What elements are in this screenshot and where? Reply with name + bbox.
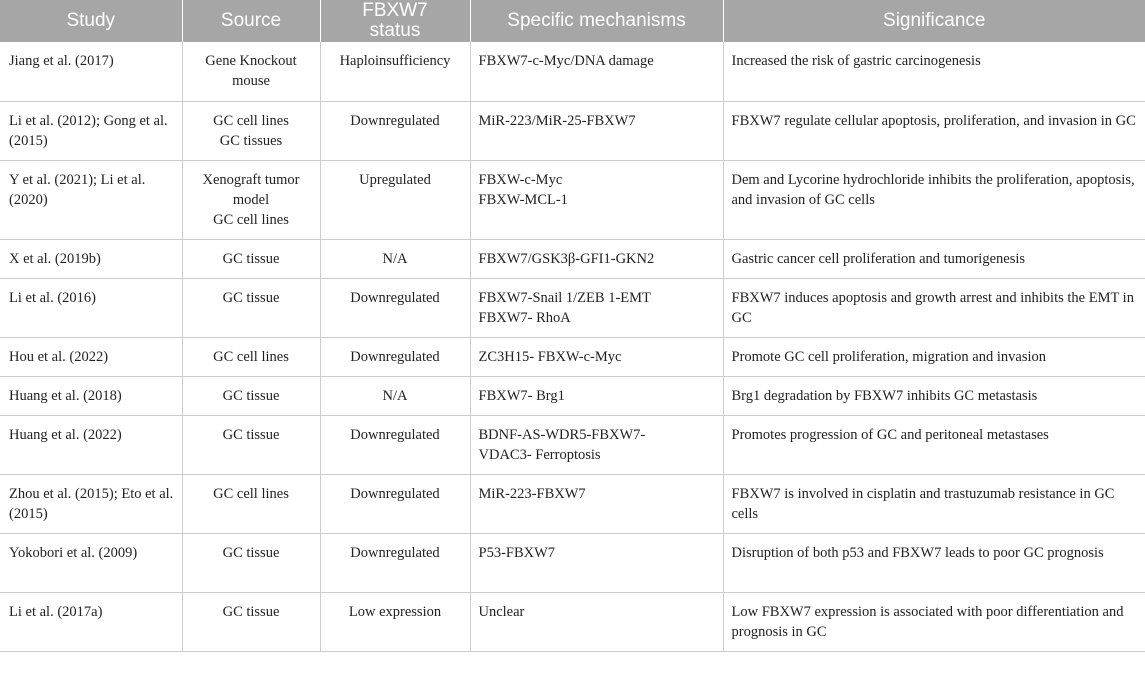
table-row	[0, 101, 1145, 160]
header-study: Study	[0, 0, 182, 42]
cell-status: Upregulated	[320, 160, 470, 239]
source-line: Xenograft tumor	[202, 171, 300, 188]
table-row	[0, 415, 1145, 474]
source-line: GC cell lines	[213, 348, 289, 365]
cell-source	[182, 278, 320, 337]
source-line: GC tissue	[222, 426, 280, 443]
cell-mechanisms	[470, 337, 723, 376]
cell-study: Huang et al. (2022)	[0, 415, 182, 474]
cell-significance: Brg1 degradation by FBXW7 inhibits GC metastasis	[723, 376, 1145, 415]
source-line: GC tissue	[222, 603, 280, 620]
header-source: Source	[182, 0, 320, 42]
table-row	[0, 592, 1145, 651]
cell-study: Y et al. (2021); Li et al. (2020)	[0, 160, 182, 239]
table-row	[0, 42, 1145, 101]
header-significance: Significance	[723, 0, 1145, 42]
cell-study: Li et al. (2016)	[0, 278, 182, 337]
mechanism-line: MiR-223-FBXW7	[478, 485, 586, 502]
mechanism-line: FBXW-MCL-1	[478, 191, 568, 208]
source-line: GC tissues	[219, 132, 283, 149]
cell-source	[182, 42, 320, 101]
table-row	[0, 337, 1145, 376]
cell-mechanisms	[470, 376, 723, 415]
cell-status: Downregulated	[320, 474, 470, 533]
cell-study: Hou et al. (2022)	[0, 337, 182, 376]
cell-source	[182, 101, 320, 160]
cell-study: Huang et al. (2018)	[0, 376, 182, 415]
cell-study: Li et al. (2017a)	[0, 592, 182, 651]
mechanism-line: Unclear	[478, 603, 525, 620]
mechanism-line: ZC3H15- FBXW-c-Myc	[478, 348, 622, 365]
header-fbxw7-status-label: FBXW7 status	[362, 0, 428, 41]
cell-study: X et al. (2019b)	[0, 239, 182, 278]
cell-significance: Promote GC cell proliferation, migration and invasion	[723, 337, 1145, 376]
cell-status: Downregulated	[320, 337, 470, 376]
cell-source	[182, 415, 320, 474]
source-line: model	[232, 191, 270, 208]
cell-significance: FBXW7 is involved in cisplatin and trastuzumab resistance in GC cells	[723, 474, 1145, 533]
table-row	[0, 533, 1145, 592]
cell-mechanisms	[470, 533, 723, 592]
table-row	[0, 239, 1145, 278]
cell-source	[182, 376, 320, 415]
table-row	[0, 278, 1145, 337]
source-line: GC tissue	[222, 250, 280, 267]
mechanism-line: FBXW-c-Myc	[478, 171, 563, 188]
cell-status: N/A	[320, 239, 470, 278]
source-line: GC cell lines	[213, 112, 289, 129]
cell-significance: FBXW7 regulate cellular apoptosis, proliferation, and invasion in GC	[723, 101, 1145, 160]
source-line: GC tissue	[222, 544, 280, 561]
header-fbxw7-status	[320, 0, 470, 42]
cell-mechanisms	[470, 592, 723, 651]
cell-significance: Low FBXW7 expression is associated with poor differentiation and prognosis in GC	[723, 592, 1145, 651]
mechanism-line: VDAC3- Ferroptosis	[478, 446, 601, 463]
cell-source	[182, 474, 320, 533]
source-line: GC cell lines	[213, 211, 289, 228]
cell-mechanisms	[470, 415, 723, 474]
cell-significance: Promotes progression of GC and peritoneal metastases	[723, 415, 1145, 474]
cell-status: Downregulated	[320, 533, 470, 592]
source-line: Gene Knockout	[205, 53, 297, 69]
source-line: mouse	[232, 73, 270, 89]
cell-status: Downregulated	[320, 101, 470, 160]
cell-status: Low expression	[320, 592, 470, 651]
header-specific-mechanisms: Specific mechanisms	[470, 0, 723, 42]
mechanism-line: FBXW7-Snail 1/ZEB 1-EMT	[478, 289, 651, 306]
source-line: GC tissue	[222, 387, 280, 404]
cell-status: Haploinsufficiency	[320, 42, 470, 101]
cell-source	[182, 239, 320, 278]
cell-mechanisms	[470, 160, 723, 239]
cell-study: Yokobori et al. (2009)	[0, 533, 182, 592]
cell-source	[182, 533, 320, 592]
cell-mechanisms	[470, 101, 723, 160]
mechanism-line: P53-FBXW7	[478, 544, 556, 561]
table-header	[0, 0, 1145, 42]
cell-mechanisms	[470, 278, 723, 337]
mechanism-line: MiR-223/MiR-25-FBXW7	[478, 112, 636, 129]
cell-status: N/A	[320, 376, 470, 415]
cell-status: Downregulated	[320, 278, 470, 337]
cell-status: Downregulated	[320, 415, 470, 474]
source-line: GC cell lines	[213, 485, 289, 502]
mechanism-line: FBXW7- RhoA	[478, 309, 571, 326]
cell-significance: Increased the risk of gastric carcinogenesis	[723, 42, 1145, 101]
table-body	[0, 42, 1145, 651]
cell-source	[182, 160, 320, 239]
mechanism-line: FBXW7-c-Myc/DNA damage	[478, 53, 654, 69]
cell-mechanisms	[470, 474, 723, 533]
cell-study: Zhou et al. (2015); Eto et al. (2015)	[0, 474, 182, 533]
table-row	[0, 376, 1145, 415]
cell-significance: Dem and Lycorine hydrochloride inhibits the proliferation, apoptosis, and invasion of GC cells	[723, 160, 1145, 239]
cell-study: Jiang et al. (2017)	[0, 42, 182, 101]
mechanism-line: FBXW7/GSK3β-GFI1-GKN2	[478, 250, 655, 267]
mechanism-line: FBXW7- Brg1	[478, 387, 565, 404]
table-row	[0, 474, 1145, 533]
source-line: GC tissue	[222, 289, 280, 306]
cell-study: Li et al. (2012); Gong et al. (2015)	[0, 101, 182, 160]
cell-mechanisms	[470, 239, 723, 278]
cell-source	[182, 592, 320, 651]
table-row	[0, 160, 1145, 239]
cell-source	[182, 337, 320, 376]
header-row	[0, 0, 1145, 42]
mechanism-line: BDNF-AS-WDR5-FBXW7-	[478, 426, 646, 443]
cell-mechanisms	[470, 42, 723, 101]
cell-significance: Disruption of both p53 and FBXW7 leads to poor GC prognosis	[723, 533, 1145, 592]
cell-significance: FBXW7 induces apoptosis and growth arrest and inhibits the EMT in GC	[723, 278, 1145, 337]
cell-significance: Gastric cancer cell proliferation and tumorigenesis	[723, 239, 1145, 278]
